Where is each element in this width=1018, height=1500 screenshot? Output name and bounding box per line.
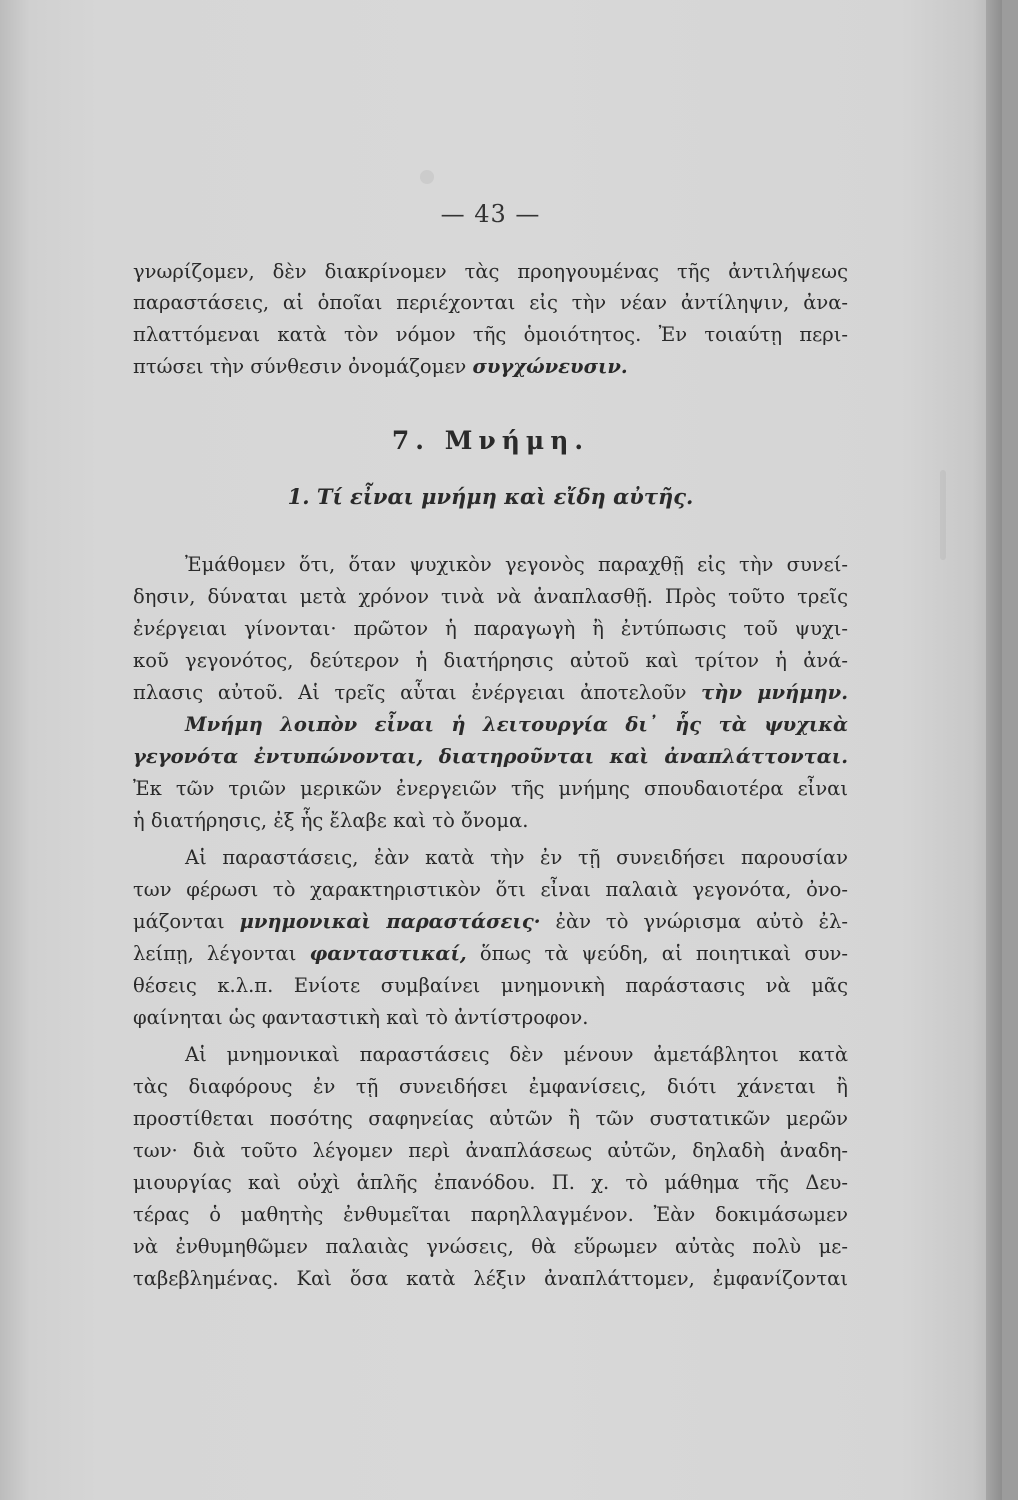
line-text: τέρας ὁ μαθητὴς ἐνθυμεῖται παρηλλαγμένον. Ἐὰν δοκιμάσωμεν xyxy=(133,1203,848,1226)
text-line xyxy=(133,646,848,676)
page-stain xyxy=(420,170,434,184)
text-line xyxy=(133,288,848,318)
line-text: πτώσει τὴν σύνθεσιν ὀνομάζομεν xyxy=(133,355,473,378)
text-line xyxy=(133,1200,848,1230)
line-text: ὅπως τὰ ψεύδη, αἱ ποιητικαὶ συν- xyxy=(466,942,848,965)
text-line xyxy=(133,614,848,644)
text-line xyxy=(133,1168,848,1198)
line-text: Ἐμάθομεν ὅτι, ὅταν ψυχικὸν γεγονὸς παραχθῇ εἰς τὴν συνεί- xyxy=(185,553,848,576)
text-line xyxy=(133,875,848,905)
line-text: κοῦ γεγονότος, δεύτερον ἡ διατήρησις αὐτοῦ καὶ τρίτον ἡ ἀνά- xyxy=(133,649,848,672)
text-line xyxy=(133,939,848,969)
line-text: ἐὰν τὸ γνώρισμα αὐτὸ ἐλ- xyxy=(540,910,848,933)
line-text: Ἐκ τῶν τριῶν μερικῶν ἐνεργειῶν τῆς μνήμης σπουδαιοτέρα εἶναι xyxy=(133,777,848,800)
line-text: ἐνέργειαι γίνονται· πρῶτον ἡ παραγωγὴ ἢ ἐντύπωσις τοῦ ψυχι- xyxy=(133,617,848,640)
line-text: των· διὰ τοῦτο λέγομεν περὶ ἀναπλάσεως αὐτῶν, δηλαδὴ ἀναδη- xyxy=(133,1139,848,1162)
text-line xyxy=(133,843,848,873)
text-line xyxy=(133,257,848,287)
line-text: νὰ ἐνθυμηθῶμεν παλαιὰς γνώσεις, θὰ εὕρωμεν αὐτὰς πολὺ με- xyxy=(133,1235,848,1258)
text-line xyxy=(133,352,848,382)
page-stain xyxy=(940,470,946,560)
line-text: δησιν, δύναται μετὰ χρόνον τινὰ νὰ ἀναπλασθῇ. Πρὸς τοῦτο τρεῖς xyxy=(133,585,848,608)
text-line xyxy=(133,582,848,612)
line-text: θέσεις κ.λ.π. Ενίοτε συμβαίνει μνημονικὴ παράστασις νὰ μᾶς xyxy=(133,974,848,997)
line-text: παραστάσεις, αἱ ὁποῖαι περιέχονται εἰς τὴν νέαν ἀντίληψιν, ἀνα- xyxy=(133,291,848,314)
line-text: ταβεβλημένας. Καὶ ὅσα κατὰ λέξιν ἀναπλάττομεν, ἐμφανίζονται xyxy=(133,1267,848,1290)
emphasis-text: τὴν μνήμην. xyxy=(701,681,848,704)
line-text: πλασις αὐτοῦ. Αἱ τρεῖς αὗται ἐνέργειαι ἀποτελοῦν xyxy=(133,681,702,704)
emphasis-text: φανταστικαί, xyxy=(309,942,467,965)
text-line xyxy=(133,710,848,740)
emphasis-text: συγχώνευσιν. xyxy=(472,355,628,378)
subsection-heading: 1. Τί εἶναι μνήμη καὶ εἴδη αὐτῆς. xyxy=(287,484,694,509)
text-line xyxy=(133,320,848,350)
text-line xyxy=(133,774,848,804)
text-line xyxy=(133,1003,848,1033)
line-text: Αἱ μνημονικαὶ παραστάσεις δὲν μένουν ἀμετάβλητοι κατὰ xyxy=(185,1043,848,1066)
text-line xyxy=(133,1232,848,1262)
line-text: γνωρίζομεν, δὲν διακρίνομεν τὰς προηγουμένας τῆς ἀντιλήψεως xyxy=(133,260,848,283)
line-text: τὰς διαφόρους ἐν τῇ συνειδήσει ἐμφανίσεις, διότι χάνεται ἢ xyxy=(133,1075,848,1098)
text-line xyxy=(133,550,848,580)
line-text: ἡ διατήρησις, ἐξ ἧς ἔλαβε καὶ τὸ ὄνομα. xyxy=(133,809,529,832)
line-text: Αἱ παραστάσεις, ἐὰν κατὰ τὴν ἐν τῇ συνειδήσει παρουσίαν xyxy=(185,846,848,869)
text-line xyxy=(133,1072,848,1102)
line-text: φαίνηται ὡς φανταστικὴ καὶ τὸ ἀντίστροφον. xyxy=(133,1006,589,1029)
emphasis-text: Μνήμη λοιπὸν εἶναι ἡ λειτουργία δι᾽ ἧς τὰ ψυχικὰ xyxy=(185,713,848,736)
section-heading: 7. Μνήμη. xyxy=(391,426,590,455)
text-line xyxy=(133,1136,848,1166)
text-line xyxy=(133,742,848,772)
line-text: μιουργίας καὶ οὐχὶ ἁπλῆς ἐπανόδου. Π. χ. τὸ μάθημα τῆς Δευ- xyxy=(133,1171,848,1194)
text-line xyxy=(133,1264,848,1294)
text-line xyxy=(133,806,848,836)
text-line xyxy=(133,1104,848,1134)
line-text: προστίθεται ποσότης σαφηνείας αὐτῶν ἢ τῶν συστατικῶν μερῶν xyxy=(133,1107,848,1130)
line-text: λείπῃ, λέγονται xyxy=(133,942,310,965)
line-text: μάζονται xyxy=(133,910,240,933)
text-line xyxy=(133,678,848,708)
page-number: — 43 — xyxy=(440,200,541,228)
text-line xyxy=(133,1040,848,1070)
emphasis-text: γεγονότα ἐντυπώνονται, διατηροῦνται καὶ ἀναπλάττονται. xyxy=(133,745,848,768)
text-line xyxy=(133,971,848,1001)
emphasis-text: μνημονικαὶ παραστάσεις· xyxy=(239,910,541,933)
page-edge xyxy=(986,0,1002,1500)
line-text: των φέρωσι τὸ χαρακτηριστικὸν ὅτι εἶναι παλαιὰ γεγονότα, ὀνο- xyxy=(133,878,848,901)
line-text: πλαττόμεναι κατὰ τὸν νόμον τῆς ὁμοιότητος. Ἐν τοιαύτῃ περι- xyxy=(133,323,848,346)
text-line xyxy=(133,907,848,937)
